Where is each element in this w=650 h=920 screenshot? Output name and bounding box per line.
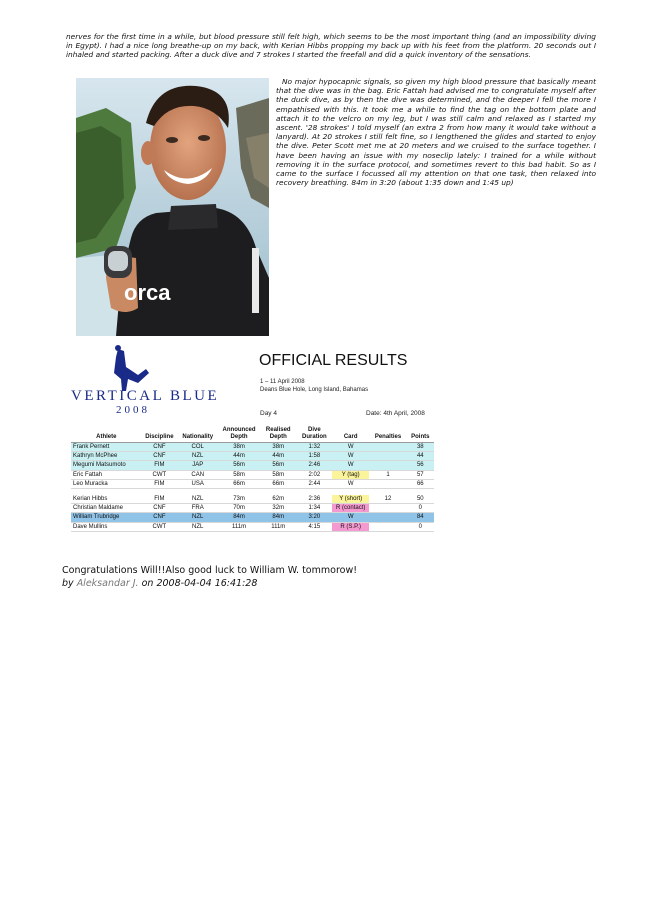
header-discipline: Discipline <box>142 426 178 443</box>
cell-discipline: CWT <box>142 470 178 479</box>
cell-penalties <box>369 443 406 452</box>
cell-discipline: CNF <box>142 443 178 452</box>
cell-realised: 62m <box>260 495 297 504</box>
logo-year: 2008 <box>116 404 150 416</box>
cell-nationality: JAP <box>177 461 218 470</box>
cell-card: Y (short) <box>332 495 369 504</box>
cell-nationality: FRA <box>177 504 218 513</box>
cell-penalties <box>369 513 406 522</box>
cell-duration: 3:20 <box>297 513 332 522</box>
table-row <box>71 495 434 504</box>
cell-nationality: NZL <box>177 513 218 522</box>
cell-points: 0 <box>407 522 434 531</box>
table-row <box>71 461 434 470</box>
cell-penalties: 12 <box>369 495 406 504</box>
comment-byline <box>62 578 257 589</box>
cell-announced: 44m <box>218 452 259 461</box>
cell-duration: 2:36 <box>297 495 332 504</box>
table-row <box>71 479 434 488</box>
diver-photo <box>76 78 269 336</box>
cell-realised: 58m <box>260 470 297 479</box>
cell-duration: 2:46 <box>297 461 332 470</box>
results-location: Deans Blue Hole, Long Island, Bahamas <box>260 387 369 393</box>
cell-card: W <box>332 452 369 461</box>
cell-penalties <box>369 522 406 531</box>
cell-realised: 111m <box>260 522 297 531</box>
cell-announced: 56m <box>218 461 259 470</box>
cell-penalties <box>369 452 406 461</box>
header-points: Points <box>407 426 434 443</box>
cell-announced: 73m <box>218 495 259 504</box>
cell-athlete: Leo Muracka <box>71 479 142 488</box>
cell-points: 56 <box>407 461 434 470</box>
cell-announced: 38m <box>218 443 259 452</box>
cell-card: W <box>332 443 369 452</box>
cell-announced: 70m <box>218 504 259 513</box>
cell-penalties <box>369 479 406 488</box>
header-realised: Realised Depth <box>260 426 297 443</box>
cell-duration: 1:34 <box>297 504 332 513</box>
cell-nationality: NZL <box>177 495 218 504</box>
cell-announced: 58m <box>218 470 259 479</box>
cell-discipline: FIM <box>142 461 178 470</box>
cell-athlete: Kerian Hibbs <box>71 495 142 504</box>
cell-athlete: Megumi Matsumoto <box>71 461 142 470</box>
results-date: Date: 4th April, 2008 <box>366 410 425 417</box>
cell-discipline: CNF <box>142 452 178 461</box>
table-row <box>71 443 434 452</box>
cell-card: W <box>332 461 369 470</box>
cell-duration: 4:15 <box>297 522 332 531</box>
cell-duration: 2:02 <box>297 470 332 479</box>
cell-nationality: CAN <box>177 470 218 479</box>
cell-discipline: FIM <box>142 479 178 488</box>
header-card: Card <box>332 426 369 443</box>
cell-points: 66 <box>407 479 434 488</box>
wetsuit-logo: orca <box>124 280 171 305</box>
cell-card: R (S.P.) <box>332 522 369 531</box>
cell-discipline: CNF <box>142 513 178 522</box>
results-table <box>71 426 434 532</box>
comment-text: Congratulations Will!!Also good luck to William W. tommorow! <box>62 565 358 576</box>
cell-realised: 84m <box>260 513 297 522</box>
cell-points: 57 <box>407 470 434 479</box>
cell-points: 0 <box>407 504 434 513</box>
logo-text: VERTICAL BLUE <box>71 388 220 404</box>
cell-realised: 44m <box>260 452 297 461</box>
cell-duration: 1:58 <box>297 452 332 461</box>
cell-realised: 38m <box>260 443 297 452</box>
header-nationality: Nationality <box>177 426 218 443</box>
cell-nationality: NZL <box>177 452 218 461</box>
header-penalties: Penalties <box>369 426 406 443</box>
byline-timestamp: on 2008-04-04 16:41:28 <box>141 578 258 589</box>
cell-realised: 32m <box>260 504 297 513</box>
header-announced: Announced Depth <box>218 426 259 443</box>
cell-duration: 1:32 <box>297 443 332 452</box>
cell-realised: 66m <box>260 479 297 488</box>
article-paragraph-top: nerves for the first time in a while, but blood pressure still felt high, which seems to be the most important thing (and an impossibility diving in Egypt). I had a nice long breathe-up on my back, with Kerian Hibbs propping my back up with his feet from the platform. 20 seconds out I inhaled and started packing. After a duck dive and 7 strokes I started the freefall and did a quick inventory of the sensations. <box>66 32 596 60</box>
cell-realised: 56m <box>260 461 297 470</box>
article-paragraph-right: No major hypocapnic signals, so given my high blood pressure that basically meant that the dive was in the bag. Eric Fattah had advised me to congratulate myself after the duck dive, as by then the dive was determined, and the deeper I fell the more I empathised with this. It took me a while to find the tag on the bottom plate and attach it to the velcro on my leg, but I was still calm and relaxed as I started my ascent. '28 strokes' I told myself (an extra 2 from how many it would take without a lanyard). At 20 strokes I still felt fine, so I lengthened the glides and started to enjoy the dive. Peter Scott met me at 20 meters and we cruised to the surface together. I have been having an issue with my noseclip lately: I trained for a while without removing it in the surface protocol, and sometimes revert to this bad habit. So as I came to the surface I focussed all my attention on that one task, then relaxed into recovery breathing. 84m in 3:20 (about 1:35 down and 1:45 up) <box>276 77 596 188</box>
cell-card: Y (tag) <box>332 470 369 479</box>
header-duration: Dive Duration <box>297 426 332 443</box>
header-athlete: Athlete <box>71 426 142 443</box>
cell-points: 38 <box>407 443 434 452</box>
results-dates: 1 – 11 April 2008 <box>260 379 305 385</box>
cell-announced: 84m <box>218 513 259 522</box>
cell-athlete: Christian Maldame <box>71 504 142 513</box>
cell-discipline: FIM <box>142 495 178 504</box>
diver-photo-image <box>76 78 269 336</box>
cell-discipline: CWT <box>142 522 178 531</box>
byline-by: by <box>62 578 74 589</box>
table-row <box>71 504 434 513</box>
cell-card: W <box>332 513 369 522</box>
table-row <box>71 522 434 531</box>
results-subtitle <box>260 378 368 394</box>
comment-author-link[interactable]: Aleksandar J. <box>76 578 139 589</box>
cell-nationality: COL <box>177 443 218 452</box>
cell-athlete: Kathryn McPhee <box>71 452 142 461</box>
cell-nationality: NZL <box>177 522 218 531</box>
cell-athlete: Dave Mullins <box>71 522 142 531</box>
table-row <box>71 452 434 461</box>
official-results-image <box>66 340 446 530</box>
cell-athlete: William Trubridge <box>71 513 142 522</box>
cell-penalties <box>369 461 406 470</box>
cell-athlete: Frank Pernett <box>71 443 142 452</box>
cell-points: 50 <box>407 495 434 504</box>
results-day: Day 4 <box>260 410 277 417</box>
cell-discipline: CNF <box>142 504 178 513</box>
table-row <box>71 470 434 479</box>
cell-points: 44 <box>407 452 434 461</box>
cell-card: W <box>332 479 369 488</box>
results-title: OFFICIAL RESULTS <box>259 352 408 369</box>
cell-card: R (contact) <box>332 504 369 513</box>
cell-announced: 111m <box>218 522 259 531</box>
cell-points: 84 <box>407 513 434 522</box>
cell-nationality: USA <box>177 479 218 488</box>
cell-duration: 2:44 <box>297 479 332 488</box>
cell-penalties: 1 <box>369 470 406 479</box>
cell-announced: 66m <box>218 479 259 488</box>
results-header-row <box>71 426 434 443</box>
cell-athlete: Eric Fattah <box>71 470 142 479</box>
cell-penalties <box>369 504 406 513</box>
table-row <box>71 513 434 522</box>
